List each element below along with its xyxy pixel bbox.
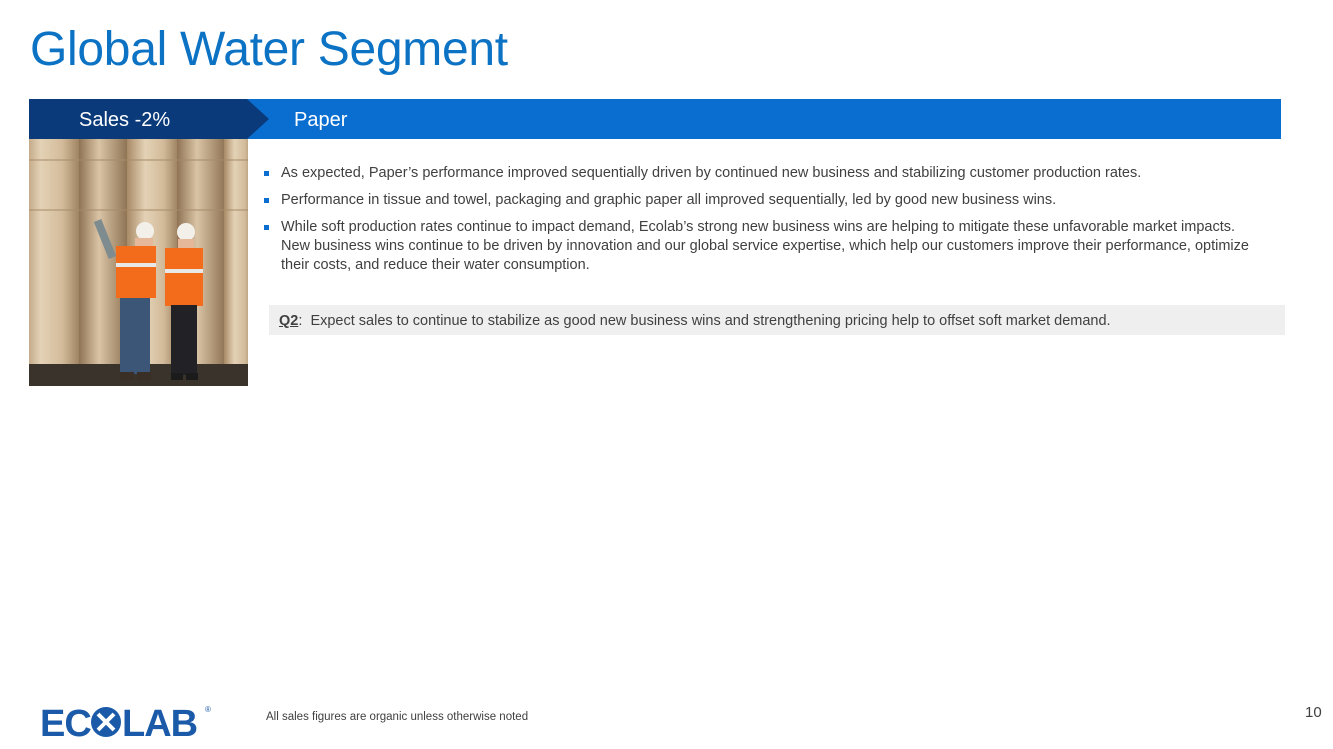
- bullet-text: As expected, Paper’s performance improved sequentially driven by continued new business and stabilizing customer production rates.: [281, 165, 1142, 181]
- sales-growth-label: Sales -2%: [79, 109, 171, 131]
- outlook-label: Q2: [279, 313, 299, 329]
- bullet-square-icon: [264, 198, 269, 203]
- ecolab-logo: [40, 703, 215, 746]
- page-title: Global Water Segment: [30, 23, 508, 76]
- footer-note: All sales figures are organic unless otherwise noted: [266, 711, 529, 723]
- page-number: 10: [1305, 704, 1322, 721]
- svg-text:EC: EC: [40, 703, 91, 741]
- outlook-separator: :: [298, 313, 303, 329]
- bullet-square-icon: [264, 171, 269, 176]
- segment-name: Paper: [294, 109, 348, 131]
- bullet-text: Performance in tissue and towel, packaging and graphic paper all improved sequentially, led by good new business wins.: [281, 192, 1057, 208]
- list-item: [262, 218, 1252, 275]
- bullet-square-icon: [264, 225, 269, 230]
- outlook-body: Expect sales to continue to stabilize as good new business wins and strengthening pricing help to offset soft market demand.: [310, 313, 1111, 329]
- svg-text:LAB: LAB: [122, 703, 198, 741]
- paper-mill-workers-photo: [29, 139, 248, 386]
- highlights-list: [262, 164, 1252, 283]
- list-item: [262, 164, 1252, 183]
- bullet-text: While soft production rates continue to impact demand, Ecolab’s strong new business wins are helping to mitigate these unfavorable market impacts. New business wins continue to be driven by innovation and our global service expertise, which help our customers improve their performance, optimize their costs, and reduce their water consumption.: [281, 219, 1249, 273]
- list-item: [262, 191, 1252, 210]
- svg-text:®: ®: [205, 705, 211, 714]
- outlook-text: [279, 312, 1111, 330]
